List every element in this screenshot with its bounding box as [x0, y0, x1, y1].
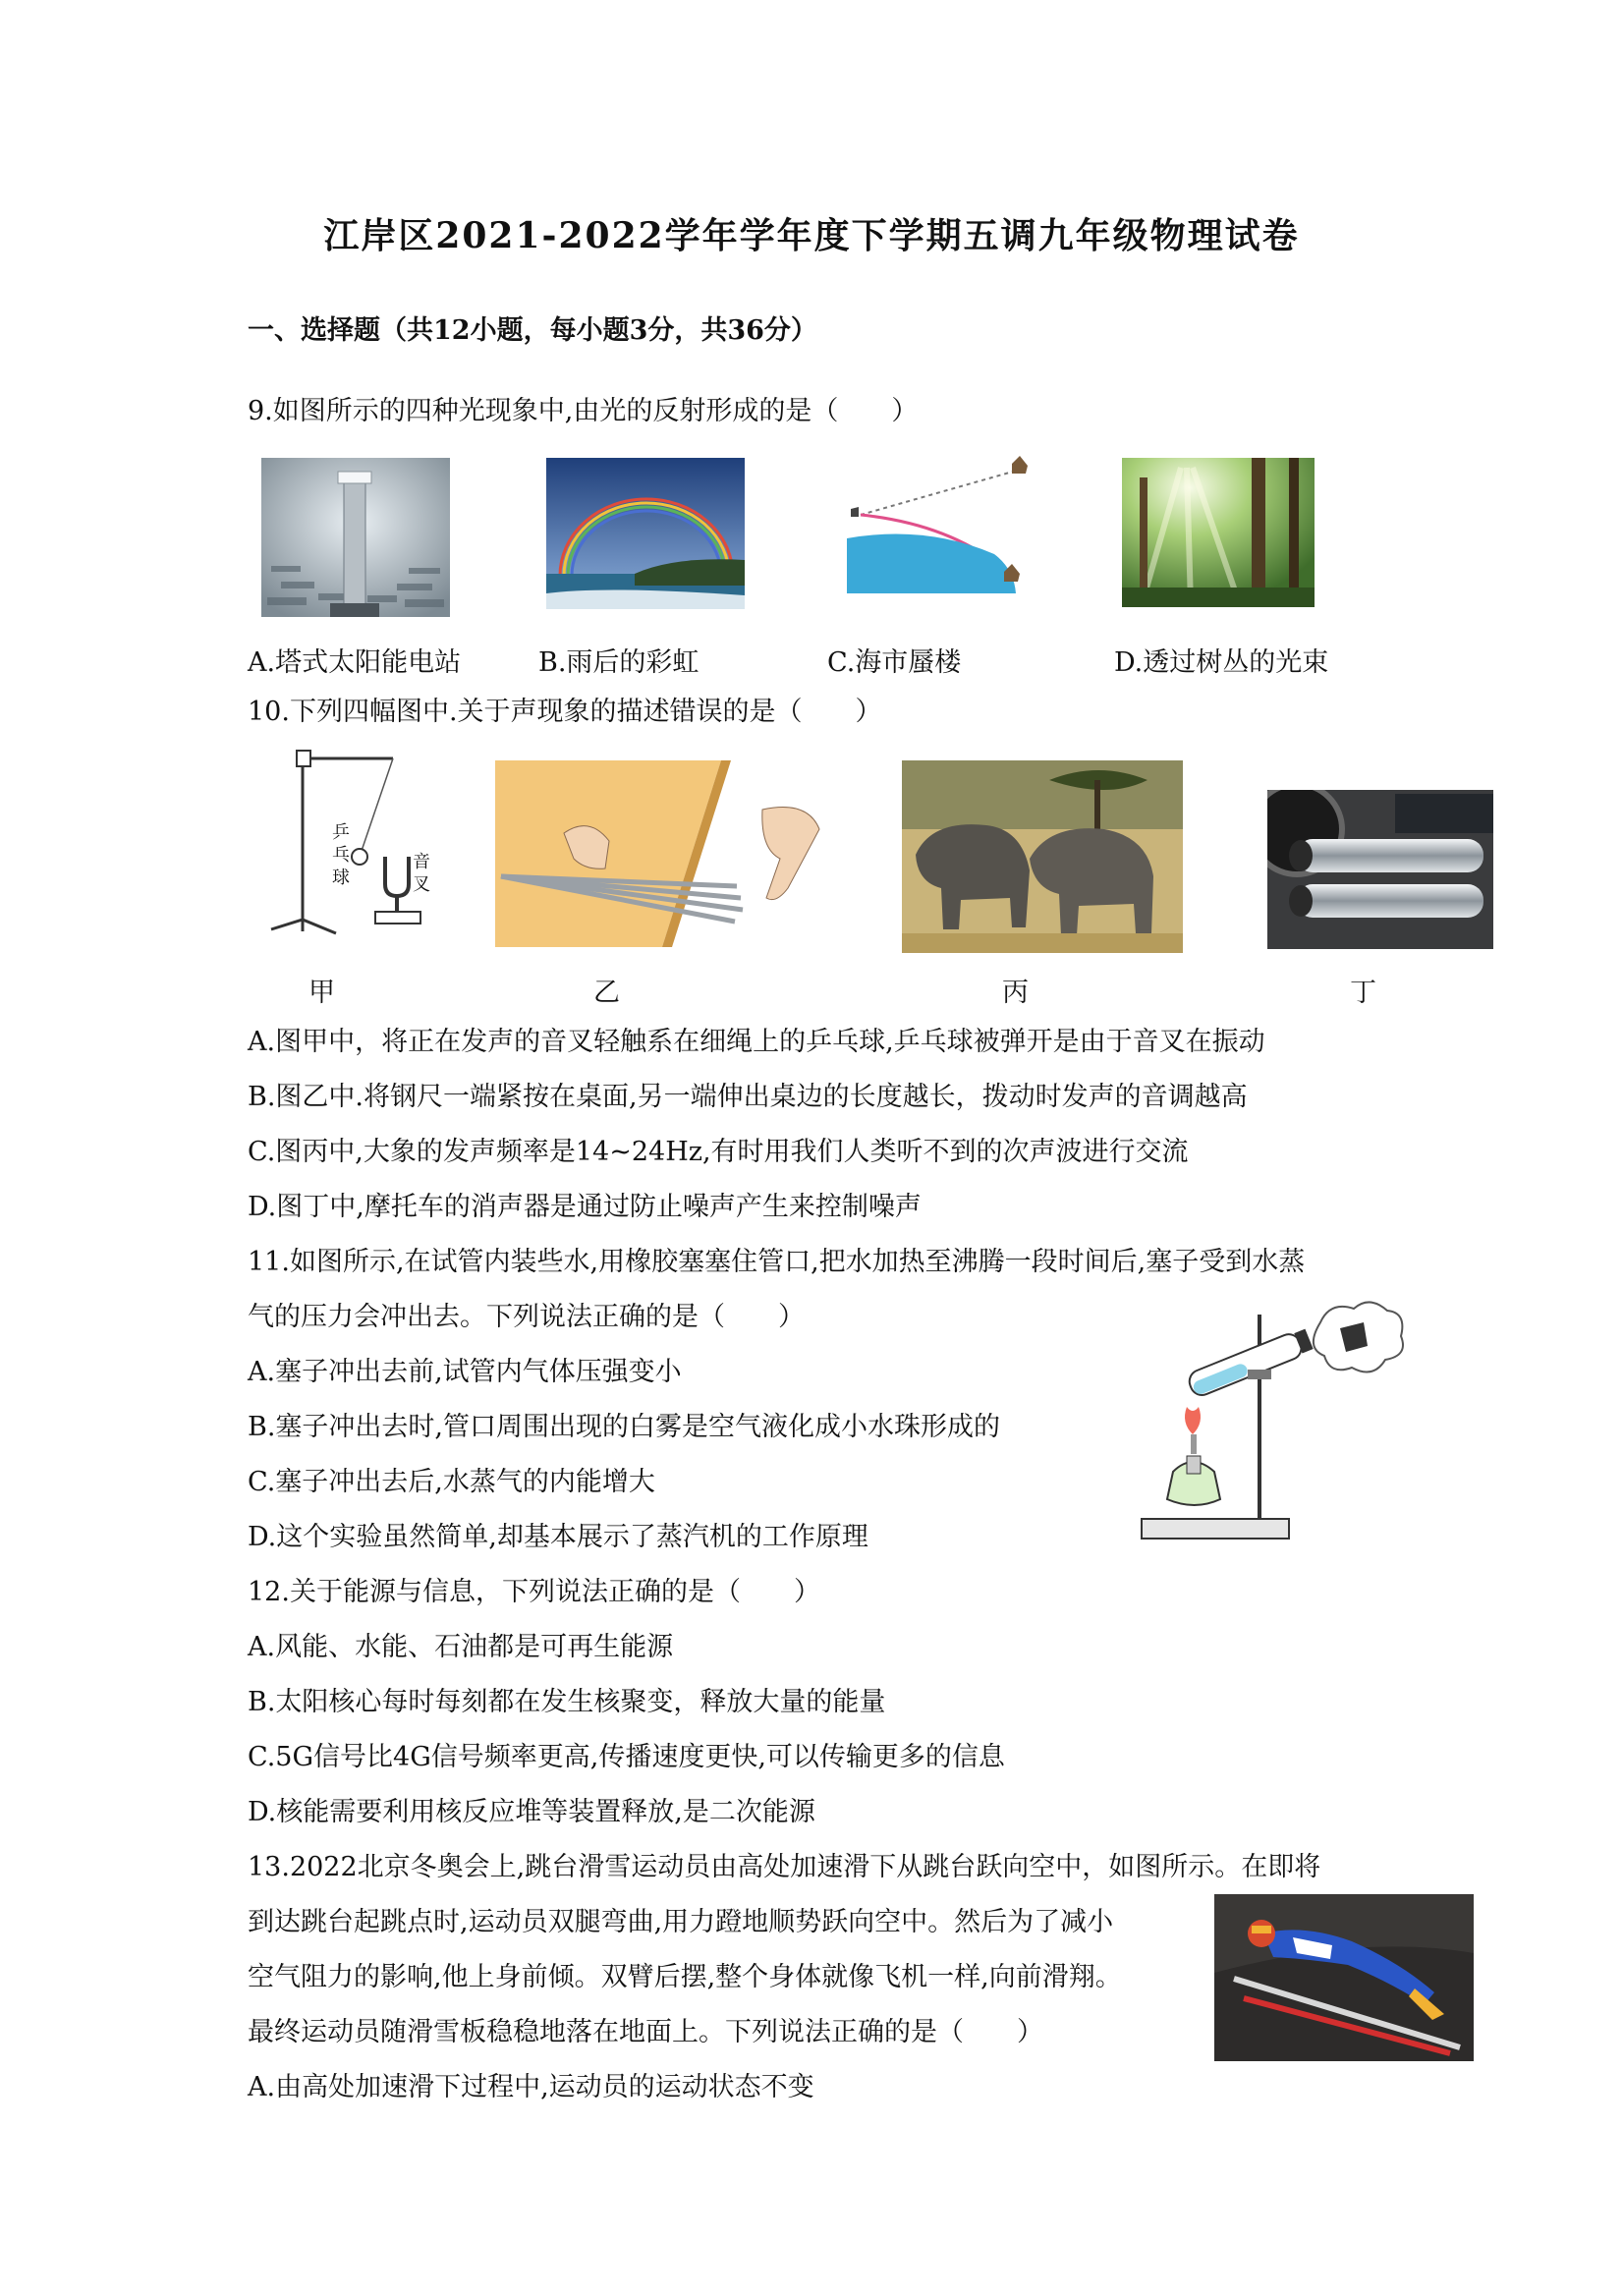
q13-option-a: A.由高处加速滑下过程中,运动员的运动状态不变	[248, 2072, 814, 2102]
q12-option-d: D.核能需要利用核反应堆等装置释放,是二次能源	[248, 1797, 815, 1827]
q11-stem-line-1: 11.如图所示,在试管内装些水,用橡胶塞塞住管口,把水加热至沸腾一段时间后,塞子受到水蒸	[248, 1247, 1306, 1277]
mirage-diagram	[847, 456, 1032, 603]
tuning-fork-label: 音叉	[413, 852, 430, 895]
fig-label-jia: 甲	[308, 978, 335, 1008]
q13-stem-line-2: 到达跳台起跳点时,运动员双腿弯曲,用力蹬地顺势跃向空中。然后为了减小	[248, 1907, 1114, 1937]
steel-ruler-desk-image	[495, 760, 831, 947]
q13-stem-line-4: 最终运动员随滑雪板稳稳地落在地面上。下列说法正确的是（ ）	[248, 2017, 1043, 2047]
q11-option-a: A.塞子冲出去前,试管内气体压强变小	[248, 1357, 682, 1387]
section-heading: 一、选择题（共12小题，每小题3分，共36分）	[248, 315, 817, 346]
q9-option-d: D.透过树丛的光束	[1114, 647, 1329, 678]
q11-option-b: B.塞子冲出去时,管口周围出现的白雾是空气液化成小水珠形成的	[248, 1412, 1001, 1442]
page-title: 江岸区2021-2022学年学年度下学期五调九年级物理试卷	[323, 215, 1300, 256]
q10-stem: 10.下列四幅图中.关于声现象的描述错误的是（ ）	[248, 697, 882, 727]
q10-option-c: C.图丙中,大象的发声频率是14~24Hz,有时用我们人类听不到的次声波进行交流	[248, 1137, 1189, 1167]
q13-stem-line-3: 空气阻力的影响,他上身前倾。双臂后摆,整个身体就像飞机一样,向前滑翔。	[248, 1962, 1122, 1992]
q12-stem: 12.关于能源与信息，下列说法正确的是（ ）	[248, 1577, 820, 1607]
q12-option-a: A.风能、水能、石油都是可再生能源	[248, 1632, 674, 1662]
q9-option-a: A.塔式太阳能电站	[248, 647, 462, 678]
q11-option-d: D.这个实验虽然简单,却基本展示了蒸汽机的工作原理	[248, 1522, 868, 1552]
fig-label-yi: 乙	[593, 978, 620, 1008]
test-tube-steam-diagram	[1138, 1297, 1407, 1542]
q11-stem-line-2: 气的压力会冲出去。下列说法正确的是（ ）	[248, 1302, 805, 1332]
fig-label-bing: 丙	[1002, 978, 1029, 1008]
q10-option-d: D.图丁中,摩托车的消声器是通过防止噪声产生来控制噪声	[248, 1192, 922, 1222]
rainbow-image	[546, 458, 745, 609]
solar-tower-image	[261, 458, 450, 617]
q10-option-b: B.图乙中.将钢尺一端紧按在桌面,另一端伸出桌边的长度越长，拨动时发声的音调越高	[248, 1082, 1248, 1112]
q9-option-b: B.雨后的彩虹	[538, 647, 700, 678]
q12-option-b: B.太阳核心每时每刻都在发生核聚变，释放大量的能量	[248, 1687, 886, 1717]
forest-light-image	[1122, 458, 1315, 607]
ski-jumper-image	[1214, 1894, 1474, 2061]
q9-stem: 9.如图所示的四种光现象中,由光的反射形成的是（ ）	[248, 396, 919, 426]
motorcycle-muffler-image	[1267, 790, 1493, 949]
q9-option-c: C.海市蜃楼	[827, 647, 962, 678]
pingpong-label: 乒乓球	[332, 822, 350, 888]
fig-label-ding: 丁	[1350, 978, 1376, 1008]
q13-stem-line-1: 13.2022北京冬奥会上,跳台滑雪运动员由高处加速滑下从跳台跃向空中，如图所示。在即将	[248, 1852, 1321, 1882]
q10-option-a: A.图甲中，将正在发声的音叉轻触系在细绳上的乒乓球,乒乓球被弹开是由于音叉在振动	[248, 1027, 1265, 1057]
q11-option-c: C.塞子冲出去后,水蒸气的内能增大	[248, 1467, 655, 1497]
elephants-image	[902, 760, 1183, 953]
q12-option-c: C.5G信号比4G信号频率更高,传播速度更快,可以传输更多的信息	[248, 1742, 1005, 1772]
